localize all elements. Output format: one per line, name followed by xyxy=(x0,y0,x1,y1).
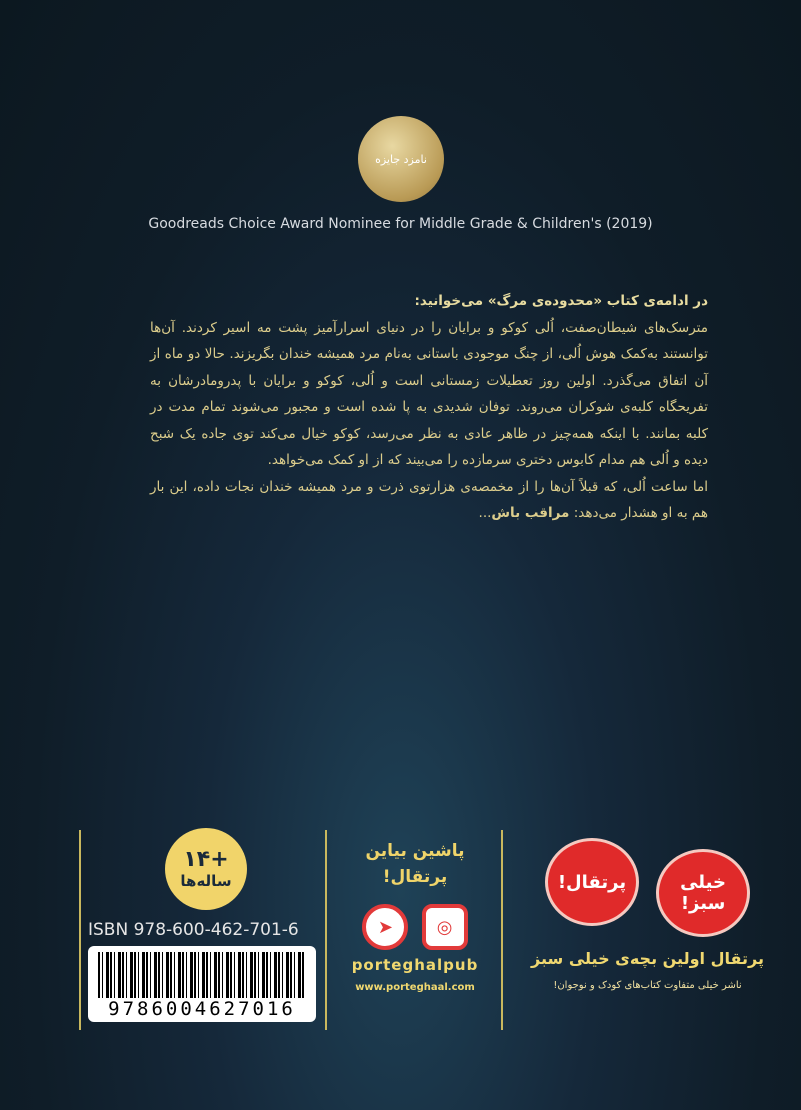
instagram-icon: ◎ xyxy=(422,904,468,950)
social-handle: porteghalpub xyxy=(351,956,479,974)
telegram-icon: ➤ xyxy=(362,904,408,950)
blurb-paragraph-1: مترسک‌های شیطان‌صفت، اُلی کوکو و برایان را در دنیای اسرارآمیز پشت مه اسیر کردند. آن‌ها توانستند به‌کمک هوش اُلی، از چنگ موجودی باستانی به‌نام مرد همیشه خندان بگریزند. حالا دو ماه از آن اتفاق می‌گذرد. اولین روز تعطیلات زمستانی است و اُلی، کوکو و برایان با پدرومادرشان به تفریحگاه کلبه‌ی شوکران می‌روند. توفان شدیدی به پا شده است و مجبور می‌شوند تمام مدت در کلبه بمانند. با اینکه همه‌چیز در ظاهر عادی به نظر می‌رسد، کوکو خیال می‌کند توی جاده یک شبح دیده و اُلی هم مدام کابوس دختری سرمازده را می‌بیند که از او کمک می‌خواهد. xyxy=(150,319,708,468)
publisher-tagline: پرتقال اولین بچه‌ی خیلی سبز xyxy=(531,948,764,968)
barcode xyxy=(88,946,316,1022)
blurb-p2-text: اما ساعت اُلی، که قبلاً آن‌ها را از مخمصه‌ی هزارتوی ذرت و مرد همیشه خندان نجات داده، این بار هم به او هشدار می‌دهد: xyxy=(150,478,708,521)
barcode-number: 9786004627016 xyxy=(108,998,296,1020)
social-line2: پرتقال! xyxy=(382,867,448,887)
isbn: ISBN 978-600-462-701-6 xyxy=(88,920,299,940)
social-block xyxy=(330,838,500,993)
age-label: ساله‌ها xyxy=(180,872,232,890)
social-line1: پاشین بیاین xyxy=(365,841,465,861)
age-number: +۱۴ xyxy=(183,847,229,872)
khili-sabz-logo: خیلی سبز! xyxy=(656,849,750,937)
porteghal-logo: پرتقال! xyxy=(545,838,639,926)
blurb xyxy=(150,288,708,527)
barcode-bars xyxy=(98,952,306,998)
divider xyxy=(501,830,503,1030)
seal-text: نامزد جایزه xyxy=(375,152,427,166)
age-badge xyxy=(165,828,247,910)
blurb-heading: در ادامه‌ی کتاب «محدوده‌ی مرگ» می‌خوانید: xyxy=(414,293,708,309)
publisher-block xyxy=(505,838,790,991)
blurb-paragraph-2 xyxy=(150,474,708,527)
award-seal xyxy=(358,116,444,202)
award-line: Goodreads Choice Award Nominee for Middle Grade & Children's (2019) xyxy=(148,216,653,232)
divider xyxy=(79,830,81,1030)
publisher-subtitle: ناشر خیلی متفاوت کتاب‌های کودک و نوجوان! xyxy=(553,979,742,991)
blurb-ellipsis: ... xyxy=(478,505,492,521)
website-url: www.porteghaal.com xyxy=(355,982,475,993)
blurb-warning: مراقب باش xyxy=(491,505,570,521)
divider xyxy=(325,830,327,1030)
